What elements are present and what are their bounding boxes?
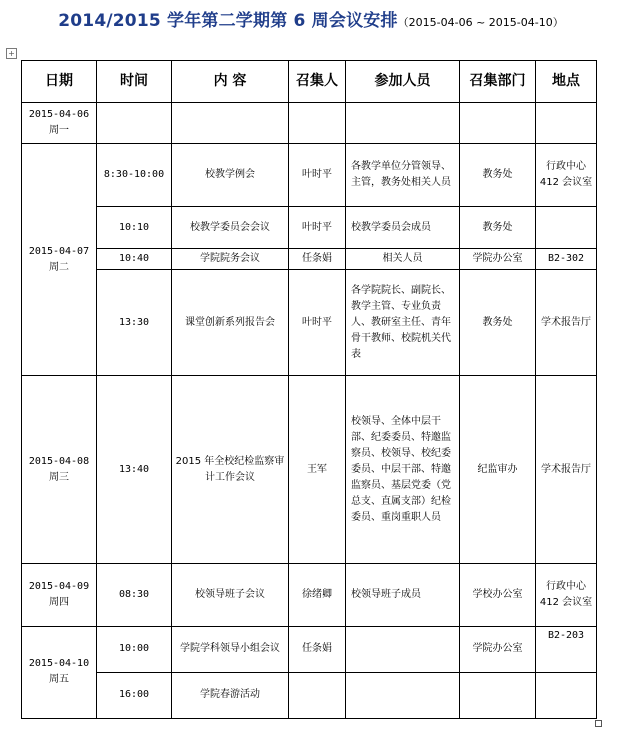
title-date-range: （2015-04-06 ~ 2015-04-10） <box>397 16 564 29</box>
time-cell: 10:00 <box>97 626 172 672</box>
convener-cell: 徐绪卿 <box>289 563 346 626</box>
place-cell: B2-203 <box>536 626 597 672</box>
header-attendees: 参加人员 <box>346 61 460 103</box>
attendees-cell: 各教学单位分管领导、主管，教务处相关人员 <box>346 144 460 207</box>
dept-cell <box>460 103 536 144</box>
content-cell: 学院学科领导小组会议 <box>172 626 289 672</box>
convener-cell: 任条娟 <box>289 626 346 672</box>
table-resize-handle-icon[interactable] <box>595 720 602 727</box>
attendees-cell: 校领导班子成员 <box>346 563 460 626</box>
place-cell: 学术报告厅 <box>536 270 597 376</box>
time-cell: 8:30-10:00 <box>97 144 172 207</box>
place-cell: 行政中心 412 会议室 <box>536 144 597 207</box>
weekday-text: 周三 <box>49 471 69 483</box>
table-row <box>22 144 597 207</box>
place-cell: 行政中心 412 会议室 <box>536 563 597 626</box>
attendees-cell: 校教学委员会成员 <box>346 207 460 249</box>
attendees-cell <box>346 103 460 144</box>
attendees-cell: 相关人员 <box>346 249 460 270</box>
date-text: 2015-04-08 <box>28 455 90 467</box>
place-cell: 学术报告厅 <box>536 376 597 563</box>
meeting-schedule-table <box>21 60 597 719</box>
convener-cell: 任条娟 <box>289 249 346 270</box>
date-cell <box>22 144 97 376</box>
content-cell <box>172 103 289 144</box>
page-title <box>0 6 622 31</box>
dept-cell: 教务处 <box>460 144 536 207</box>
dept-cell <box>460 672 536 718</box>
place-cell <box>536 672 597 718</box>
weekday-text: 周四 <box>49 596 69 608</box>
header-dept: 召集部门 <box>460 61 536 103</box>
dept-cell: 教务处 <box>460 270 536 376</box>
place-cell <box>536 103 597 144</box>
table-row <box>22 563 597 626</box>
header-convener: 召集人 <box>289 61 346 103</box>
convener-cell <box>289 672 346 718</box>
time-cell <box>97 103 172 144</box>
table-row <box>22 207 597 249</box>
content-cell: 校领导班子会议 <box>172 563 289 626</box>
date-text: 2015-04-07 <box>28 245 90 257</box>
table-row <box>22 626 597 672</box>
convener-cell <box>289 103 346 144</box>
table-move-handle-icon[interactable]: + <box>6 48 17 59</box>
content-cell: 学院院务会议 <box>172 249 289 270</box>
date-cell <box>22 103 97 144</box>
convener-cell: 叶时平 <box>289 144 346 207</box>
time-cell: 10:40 <box>97 249 172 270</box>
header-row <box>22 61 597 103</box>
time-cell: 08:30 <box>97 563 172 626</box>
content-cell: 课堂创新系列报告会 <box>172 270 289 376</box>
content-cell: 校教学例会 <box>172 144 289 207</box>
date-text: 2015-04-10 <box>28 658 90 670</box>
convener-cell: 叶时平 <box>289 270 346 376</box>
content-cell: 学院春游活动 <box>172 672 289 718</box>
table-row <box>22 270 597 376</box>
time-cell: 10:10 <box>97 207 172 249</box>
dept-cell: 学院办公室 <box>460 249 536 270</box>
dept-cell: 纪监审办 <box>460 376 536 563</box>
table-row <box>22 103 597 144</box>
date-text: 2015-04-06 <box>28 109 90 121</box>
date-cell <box>22 376 97 563</box>
convener-cell: 叶时平 <box>289 207 346 249</box>
dept-cell: 教务处 <box>460 207 536 249</box>
date-text: 2015-04-09 <box>28 580 90 592</box>
place-cell: B2-302 <box>536 249 597 270</box>
date-cell <box>22 563 97 626</box>
date-cell <box>22 626 97 718</box>
attendees-cell <box>346 626 460 672</box>
attendees-cell <box>346 672 460 718</box>
attendees-cell: 校领导、全体中层干部、纪委委员、特邀监察员、校领导、校纪委委员、中层干部、特邀监察员、基层党委（党总支、直属支部）纪检委员、重岗重职人员 <box>346 376 460 563</box>
weekday-text: 周五 <box>49 674 69 686</box>
convener-cell: 王军 <box>289 376 346 563</box>
time-cell: 13:30 <box>97 270 172 376</box>
table-row <box>22 249 597 270</box>
header-time: 时间 <box>97 61 172 103</box>
time-cell: 16:00 <box>97 672 172 718</box>
dept-cell: 学校办公室 <box>460 563 536 626</box>
content-cell: 校教学委员会会议 <box>172 207 289 249</box>
weekday-text: 周二 <box>49 261 69 273</box>
weekday-text: 周一 <box>49 125 69 137</box>
table-row <box>22 376 597 563</box>
header-content: 内 容 <box>172 61 289 103</box>
content-cell: 2015 年全校纪检监察审计工作会议 <box>172 376 289 563</box>
attendees-cell: 各学院院长、副院长、教学主管、专业负责人、教研室主任、青年骨干教师、校院机关代表 <box>346 270 460 376</box>
header-place: 地点 <box>536 61 597 103</box>
title-main: 2014/2015 学年第二学期第 6 周会议安排 <box>58 11 398 31</box>
header-date: 日期 <box>22 61 97 103</box>
table-row <box>22 672 597 718</box>
time-cell: 13:40 <box>97 376 172 563</box>
dept-cell: 学院办公室 <box>460 626 536 672</box>
place-cell <box>536 207 597 249</box>
